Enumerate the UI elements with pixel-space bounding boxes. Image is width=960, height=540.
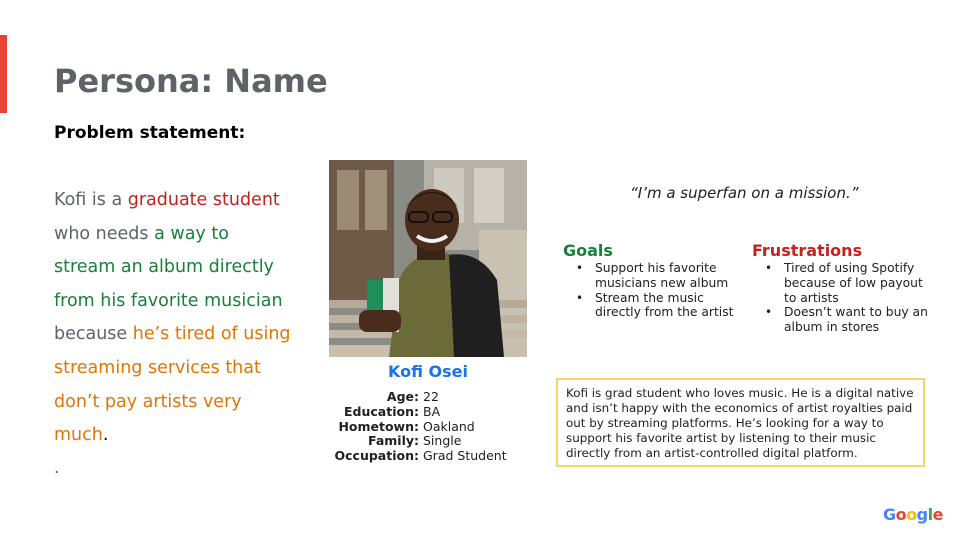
detail-label: Age: — [386, 389, 419, 404]
logo-letter: o — [906, 505, 917, 524]
statement-need: a way to stream an album directly from his favorite musician — [54, 223, 283, 311]
goal-item: • Stream the music directly from the artist — [570, 291, 750, 321]
statement-part: because — [54, 324, 133, 345]
frustrations-heading: Frustrations — [752, 241, 863, 260]
detail-row-education — [330, 405, 507, 420]
detail-value: Oakland — [423, 418, 475, 434]
goal-item: • Support his favorite musicians new album — [570, 261, 750, 291]
frustrations-list — [759, 261, 939, 335]
logo-letter: l — [927, 505, 933, 524]
logo-letter: g — [916, 505, 928, 524]
logo-letter: o — [895, 505, 907, 524]
trailing-dot: . — [54, 458, 60, 478]
statement-part: who needs — [54, 223, 155, 244]
detail-value: Single — [423, 433, 462, 449]
statement-user: graduate student — [127, 190, 280, 210]
statement-part: Kofi is a — [54, 190, 128, 210]
detail-row-hometown — [330, 420, 507, 435]
detail-label: Occupation: — [334, 448, 419, 464]
statement-end: . — [102, 425, 109, 446]
problem-statement — [54, 184, 294, 453]
goals-list — [570, 261, 750, 320]
logo-letter: e — [932, 505, 943, 524]
detail-row-family — [330, 434, 507, 449]
detail-row-age — [330, 390, 507, 405]
frustration-item: • Tired of using Spotify because of low payout to artists — [759, 261, 939, 305]
persona-bio: Kofi is grad student who loves music. He is a digital native and isn’t happy with the economics of artist royalties paid out by streaming platforms. He’s looking for a way to support his favorite artist by listening to their music directly from an artist-controlled digital platform. — [556, 378, 925, 467]
detail-value: BA — [423, 403, 441, 419]
persona-quote: “I’m a superfan on a mission.” — [630, 184, 859, 202]
title-name: Name — [224, 62, 328, 100]
problem-statement-heading: Problem statement: — [54, 123, 246, 143]
title-prefix: Persona: — [54, 62, 225, 100]
detail-label: Hometown: — [338, 418, 419, 434]
persona-photo-illustration — [329, 160, 527, 357]
page-title — [54, 62, 328, 100]
frustration-item: • Doesn’t want to buy an album in stores — [759, 305, 939, 335]
detail-value: 22 — [423, 389, 439, 404]
detail-row-occupation — [330, 449, 507, 464]
persona-details — [330, 390, 507, 464]
google-logo — [883, 505, 943, 524]
persona-name: Kofi Osei — [388, 362, 468, 381]
logo-letter: G — [883, 505, 896, 524]
detail-value: Grad Student — [423, 448, 507, 464]
persona-photo — [329, 160, 527, 357]
detail-label: Education: — [344, 403, 419, 419]
goals-heading: Goals — [563, 241, 613, 260]
statement-insight: he’s tired of using streaming services that don’t pay artists very much — [54, 324, 291, 446]
accent-bar — [0, 35, 7, 113]
detail-label: Family: — [368, 433, 419, 449]
